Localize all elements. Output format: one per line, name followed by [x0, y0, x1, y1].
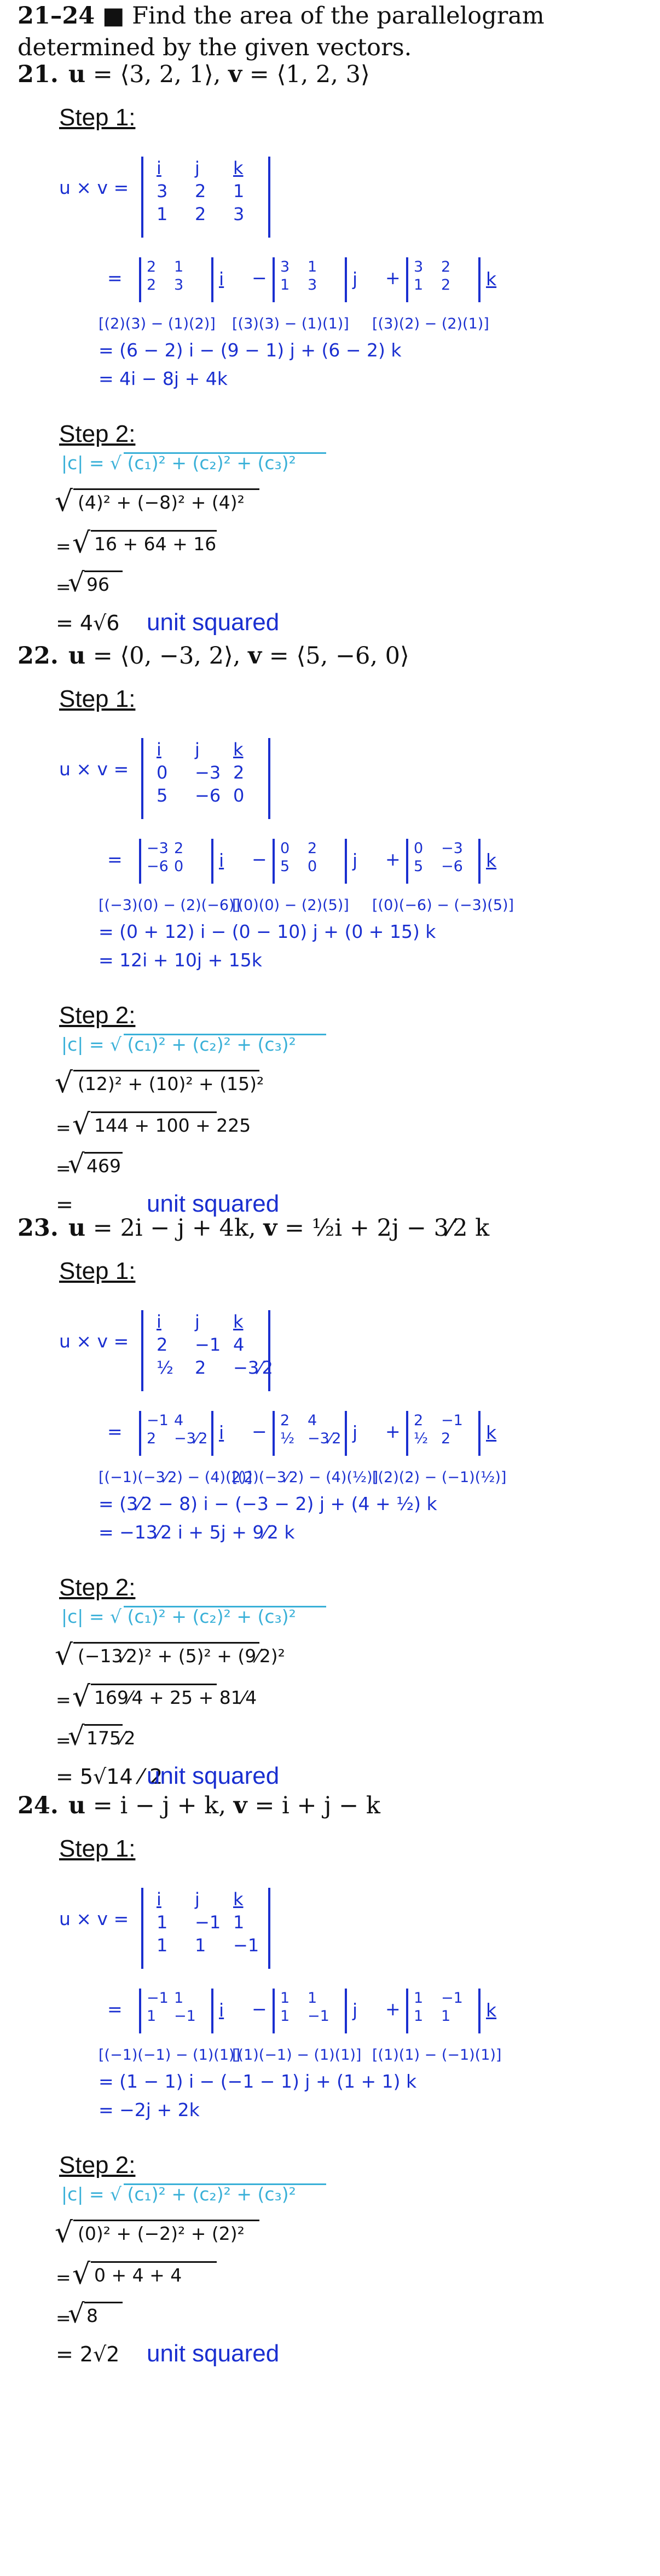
expansion-line: = (1 − 1) i − (−1 − 1) j + (1 + 1) k [99, 2071, 417, 2092]
minor-entry: −1 [308, 2008, 329, 2025]
vector-u-value: = ⟨3, 2, 1⟩, [85, 61, 229, 88]
root-1-bar [73, 1642, 259, 1644]
minor-entry: 1 [308, 1990, 317, 2007]
matrix-entry: 2 [195, 204, 206, 224]
step-1-label: Step 1: [59, 685, 136, 712]
minor-entry: 1 [280, 2008, 290, 2025]
operator-sign: + [385, 849, 401, 870]
unit-vector-k: k [486, 268, 497, 290]
matrix-entry: i [157, 1889, 161, 1910]
minor-entry: 5 [414, 858, 424, 875]
exercise-header [18, 0, 647, 64]
root-3-bar [84, 1724, 123, 1726]
matrix-entry: 2 [195, 181, 206, 201]
matrix-entry: j [195, 1889, 200, 1910]
equals-sign: = [107, 849, 123, 870]
matrix-entry: 1 [233, 1912, 245, 1933]
formula-root-bar [124, 452, 326, 454]
matrix-entry: 1 [195, 1935, 206, 1956]
matrix-entry: 3 [157, 181, 168, 201]
magnitude-formula: |c| = √ (c₁)² + (c₂)² + (c₃)² [61, 452, 296, 474]
root-2-bar [91, 530, 217, 532]
unit-label: unit squared [147, 609, 280, 636]
step-2-label: Step 2: [59, 1574, 136, 1601]
root-3-symbol: √ [68, 1721, 85, 1751]
matrix-entry: 5 [157, 785, 168, 806]
equals-sign: = [107, 1998, 123, 2020]
minor-matrix [147, 258, 201, 293]
magnitude-formula: |c| = √ (c₁)² + (c₂)² + (c₃)² [61, 1606, 296, 1627]
minor-entry: −1 [441, 1990, 463, 2007]
matrix-entry: j [195, 158, 200, 178]
step-1-label: Step 1: [59, 1258, 136, 1284]
root-3-radicand: 8 [86, 2305, 98, 2326]
unit-vector-i: i [219, 268, 224, 290]
minor-entry: 1 [280, 276, 290, 293]
minor-entry: 4 [308, 1412, 317, 1429]
root-2-radicand: 169⁄4 + 25 + 81⁄4 [94, 1687, 257, 1708]
cross-product-label: u × v = [59, 177, 129, 198]
minor-matrix [414, 1990, 468, 2025]
cofactor-expression: [(−1)(−1) − (1)(1)] [99, 2047, 241, 2064]
cofactor-expression: [(3)(3) − (1)(1)] [232, 315, 349, 332]
problem-statement [18, 59, 647, 90]
minor-entry: −1 [147, 1990, 169, 2007]
final-answer: = 4√6 [56, 611, 120, 635]
matrix-entry: 2 [195, 1357, 206, 1378]
operator-sign: + [385, 267, 401, 289]
cross-matrix [157, 1311, 271, 1378]
vector-v-label: v [228, 61, 242, 88]
minor-entry: ½ [414, 1430, 429, 1447]
minor-matrix [147, 840, 201, 875]
equals-sign: = [107, 267, 123, 289]
matrix-entry: k [233, 1311, 244, 1332]
minor-matrix [147, 1412, 208, 1447]
unit-vector-j: j [352, 268, 358, 290]
vector-u-label: u [68, 1214, 86, 1242]
root-3-equals: = [56, 2307, 71, 2329]
unit-vector-j: j [352, 850, 358, 871]
minor-entry: 0 [414, 840, 424, 857]
minor-entry: 1 [414, 276, 424, 293]
root-2-equals: = [56, 2267, 71, 2288]
matrix-entry: −3⁄2 [233, 1357, 273, 1378]
operator-sign: − [252, 849, 267, 870]
root-2-bar [91, 2261, 217, 2263]
matrix-entry: i [157, 1311, 161, 1332]
minor-entry: 0 [280, 840, 290, 857]
root-1-bar [73, 2220, 259, 2221]
vector-v-value: = ½i + 2j − 3⁄2 k [277, 1214, 490, 1242]
vector-v-value: = ⟨5, −6, 0⟩ [262, 642, 409, 670]
minor-matrix [414, 258, 468, 293]
minor-entry: ½ [280, 1430, 295, 1447]
vector-v-label: v [233, 1792, 247, 1819]
minor-entry: −1 [441, 1412, 463, 1429]
cofactor-expression: [(2)(−3⁄2) − (4)(½)] [232, 1469, 379, 1486]
root-2-bar [91, 1684, 217, 1685]
unit-label: unit squared [147, 1190, 280, 1217]
minor-entry: 2 [308, 840, 317, 857]
root-1-radicand: (0)² + (−2)² + (2)² [78, 2223, 245, 2244]
unit-vector-i: i [219, 1999, 224, 2021]
formula-root-bar [124, 1606, 326, 1607]
root-2-symbol: √ [72, 2258, 91, 2291]
root-2-radicand: 0 + 4 + 4 [94, 2264, 182, 2286]
matrix-entry: 0 [233, 785, 245, 806]
cofactor-expression: [(−1)(−3⁄2) − (4)(2)] [99, 1469, 252, 1486]
step-2-label: Step 2: [59, 2152, 136, 2179]
cross-product-result: = 12i + 10j + 15k [99, 949, 262, 971]
unit-label: unit squared [147, 1762, 280, 1789]
unit-vector-j: j [352, 1999, 358, 2021]
minor-entry: 2 [280, 1412, 290, 1429]
minor-entry: 3 [414, 258, 424, 275]
cross-product-result: = −2j + 2k [99, 2099, 200, 2120]
minor-entry: 1 [441, 2008, 451, 2025]
final-answer: = 2√2 [56, 2342, 120, 2366]
vector-v-value: = ⟨1, 2, 3⟩ [242, 61, 370, 88]
formula-root-bar [124, 2183, 326, 2185]
root-3-equals: = [56, 1730, 71, 1751]
matrix-entry: ½ [157, 1357, 174, 1378]
root-1-radicand: (−13⁄2)² + (5)² + (9⁄2)² [78, 1645, 285, 1667]
problem-number: 23. [18, 1214, 59, 1242]
matrix-entry: −3 [195, 762, 221, 783]
cross-matrix [157, 739, 271, 806]
unit-vector-k: k [486, 1999, 497, 2021]
matrix-entry: −6 [195, 785, 221, 806]
step-1-label: Step 1: [59, 104, 136, 131]
root-3-bar [84, 2302, 123, 2303]
cofactor-expression: [(1)(1) − (−1)(1)] [372, 2047, 502, 2064]
minor-matrix [280, 258, 335, 293]
unit-label: unit squared [147, 2340, 280, 2367]
root-1-bar [73, 1070, 259, 1071]
root-1-symbol: √ [55, 485, 73, 518]
root-1-symbol: √ [55, 2216, 73, 2249]
vector-u-label: u [68, 1792, 86, 1819]
bullet-icon: ■ [102, 2, 125, 30]
root-3-bar [84, 570, 123, 572]
matrix-entry: 1 [157, 204, 168, 224]
expansion-line: = (6 − 2) i − (9 − 1) j + (6 − 2) k [99, 339, 402, 361]
cofactor-expression: [(0)(−6) − (−3)(5)] [372, 897, 514, 914]
matrix-entry: −1 [195, 1334, 221, 1355]
root-2-symbol: √ [72, 527, 91, 560]
root-2-bar [91, 1111, 217, 1113]
operator-sign: − [252, 267, 267, 289]
minor-entry: −3 [147, 840, 169, 857]
minor-entry: 1 [308, 258, 317, 275]
matrix-entry: 1 [233, 181, 245, 201]
expansion-line: = (3⁄2 − 8) i − (−3 − 2) j + (4 + ½) k [99, 1493, 437, 1514]
matrix-entry: k [233, 739, 244, 760]
minor-entry: −1 [147, 1412, 169, 1429]
operator-sign: + [385, 1998, 401, 2020]
step-2-label: Step 2: [59, 420, 136, 447]
vector-v-label: v [263, 1214, 277, 1242]
unit-vector-j: j [352, 1422, 358, 1443]
minor-entry: 0 [308, 858, 317, 875]
matrix-entry: 2 [157, 1334, 168, 1355]
vector-v-label: v [248, 642, 262, 670]
minor-entry: 2 [174, 840, 184, 857]
minor-entry: 2 [441, 1430, 451, 1447]
root-2-symbol: √ [72, 1108, 91, 1141]
matrix-entry: −1 [233, 1935, 259, 1956]
problem-number: 24. [18, 1792, 59, 1819]
unit-vector-i: i [219, 1422, 224, 1443]
root-2-radicand: 144 + 100 + 225 [94, 1115, 251, 1136]
problem-statement [18, 641, 647, 671]
matrix-entry: k [233, 158, 244, 178]
minor-matrix [414, 840, 468, 875]
minor-entry: −6 [441, 858, 463, 875]
matrix-entry: i [157, 739, 161, 760]
minor-entry: 1 [147, 2008, 157, 2025]
problem-statement [18, 1790, 647, 1821]
minor-entry: 5 [280, 858, 290, 875]
cross-matrix [157, 1889, 271, 1956]
vector-u-label: u [68, 61, 86, 88]
cofactor-expression: [(2)(2) − (−1)(½)] [372, 1469, 507, 1486]
vector-u-value: = ⟨0, −3, 2⟩, [85, 642, 248, 670]
minor-entry: 2 [147, 258, 157, 275]
matrix-entry: 1 [157, 1935, 168, 1956]
minor-matrix [280, 840, 335, 875]
step-2-label: Step 2: [59, 1002, 136, 1029]
vector-v-value: = i + j − k [247, 1792, 380, 1819]
minor-entry: −3 [441, 840, 463, 857]
final-answer: = [56, 1192, 73, 1217]
root-2-symbol: √ [72, 1680, 91, 1713]
root-3-symbol: √ [68, 2298, 85, 2329]
root-3-bar [84, 1152, 123, 1154]
root-3-equals: = [56, 576, 71, 597]
root-1-symbol: √ [55, 1067, 73, 1099]
minor-entry: 2 [441, 276, 451, 293]
cross-product-result: = −13⁄2 i + 5j + 9⁄2 k [99, 1522, 295, 1543]
minor-entry: 2 [441, 258, 451, 275]
root-1-bar [73, 488, 259, 490]
minor-entry: −3⁄2 [308, 1430, 341, 1447]
root-2-equals: = [56, 1689, 71, 1710]
cross-product-label: u × v = [59, 758, 129, 780]
matrix-entry: −1 [195, 1912, 221, 1933]
vector-u-value: = 2i − j + 4k, [85, 1214, 264, 1242]
cofactor-expression: [(3)(2) − (2)(1)] [372, 315, 489, 332]
root-2-equals: = [56, 535, 71, 557]
matrix-entry: j [195, 1311, 200, 1332]
minor-entry: 3 [280, 258, 290, 275]
minor-entry: 3 [308, 276, 317, 293]
root-1-radicand: (4)² + (−8)² + (4)² [78, 492, 245, 513]
equals-sign: = [107, 1421, 123, 1442]
root-1-symbol: √ [55, 1639, 73, 1672]
matrix-entry: i [157, 158, 161, 178]
root-3-radicand: 96 [86, 574, 109, 595]
root-3-radicand: 175⁄2 [86, 1727, 136, 1749]
matrix-entry: 0 [157, 762, 168, 783]
magnitude-formula: |c| = √ (c₁)² + (c₂)² + (c₃)² [61, 1034, 296, 1055]
cross-matrix [157, 158, 271, 224]
minor-entry: 4 [174, 1412, 184, 1429]
matrix-entry: j [195, 739, 200, 760]
minor-entry: 0 [174, 858, 184, 875]
matrix-entry: 4 [233, 1334, 245, 1355]
cofactor-expression: [(0)(0) − (2)(5)] [232, 897, 349, 914]
formula-root-bar [124, 1034, 326, 1035]
minor-entry: 2 [147, 1430, 157, 1447]
root-2-radicand: 16 + 64 + 16 [94, 533, 217, 555]
root-2-equals: = [56, 1117, 71, 1138]
problem-number: 21. [18, 61, 59, 88]
minor-entry: 1 [414, 2008, 424, 2025]
minor-entry: −1 [174, 2008, 196, 2025]
problem-number: 22. [18, 642, 59, 670]
root-1-radicand: (12)² + (10)² + (15)² [78, 1073, 264, 1094]
cofactor-expression: [(2)(3) − (1)(2)] [99, 315, 216, 332]
vector-u-label: u [68, 642, 86, 670]
operator-sign: + [385, 1421, 401, 1442]
matrix-entry: 1 [157, 1912, 168, 1933]
matrix-entry: 2 [233, 762, 245, 783]
problem-statement [18, 1213, 647, 1243]
exercise-instructions: Find the area of the parallelogram determined by the given vectors. [18, 2, 545, 61]
vector-u-value: = i − j + k, [85, 1792, 234, 1819]
root-3-symbol: √ [68, 1149, 85, 1179]
root-3-equals: = [56, 1157, 71, 1179]
matrix-entry: k [233, 1889, 244, 1910]
minor-entry: 2 [414, 1412, 424, 1429]
final-answer: = 5√14 ⁄ 2 [56, 1765, 163, 1789]
unit-vector-k: k [486, 850, 497, 871]
cofactor-expression: [(−3)(0) − (2)(−6)] [99, 897, 241, 914]
cofactor-expression: [(1)(−1) − (1)(1)] [232, 2047, 362, 2064]
operator-sign: − [252, 1998, 267, 2020]
minor-matrix [414, 1412, 468, 1447]
minor-entry: 1 [174, 258, 184, 275]
root-3-symbol: √ [68, 567, 85, 598]
cross-product-label: u × v = [59, 1908, 129, 1929]
minor-matrix [280, 1990, 335, 2025]
unit-vector-k: k [486, 1422, 497, 1443]
matrix-entry: 3 [233, 204, 245, 224]
minor-matrix [147, 1990, 201, 2025]
cross-product-label: u × v = [59, 1330, 129, 1352]
minor-entry: 1 [174, 1990, 184, 2007]
expansion-line: = (0 + 12) i − (0 − 10) j + (0 + 15) k [99, 921, 436, 942]
minor-entry: 1 [280, 1990, 290, 2007]
minor-entry: −3⁄2 [174, 1430, 208, 1447]
minor-entry: 1 [414, 1990, 424, 2007]
minor-entry: 2 [147, 276, 157, 293]
magnitude-formula: |c| = √ (c₁)² + (c₂)² + (c₃)² [61, 2183, 296, 2205]
minor-entry: 3 [174, 276, 184, 293]
cross-product-result: = 4i − 8j + 4k [99, 368, 228, 389]
exercise-range: 21–24 [18, 2, 95, 30]
minor-entry: −6 [147, 858, 169, 875]
unit-vector-i: i [219, 850, 224, 871]
root-3-radicand: 469 [86, 1155, 121, 1177]
step-1-label: Step 1: [59, 1835, 136, 1862]
minor-matrix [280, 1412, 341, 1447]
operator-sign: − [252, 1421, 267, 1442]
